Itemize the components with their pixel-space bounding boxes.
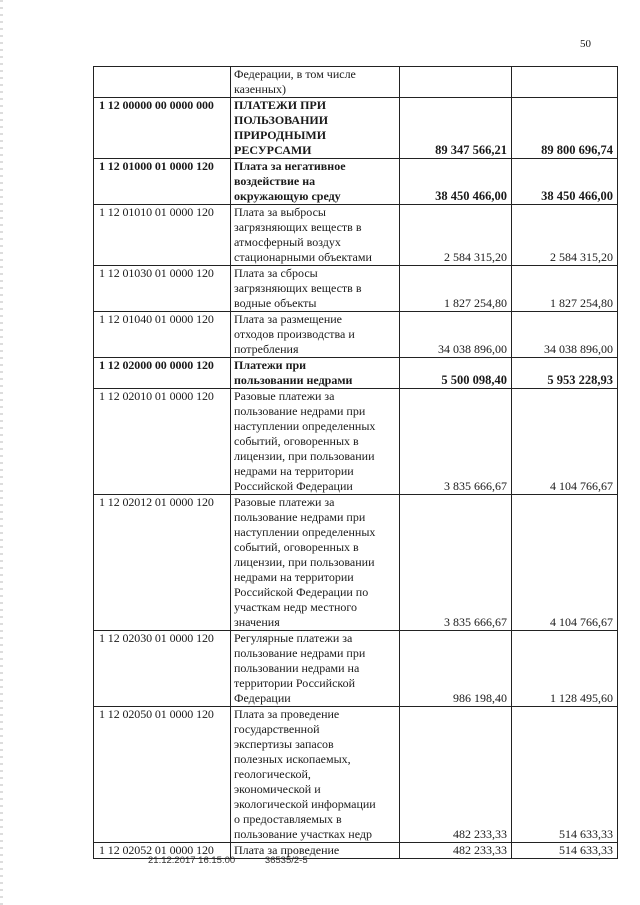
budget-code [94,67,231,98]
value-year-1: 482 233,33 [400,707,512,843]
item-name: Разовые платежи за пользование недрами при наступлении определенных событий, оговоренных в лицензии, при пользовании недрами на территории Российской Федерации [231,389,400,495]
value-year-1: 2 584 315,20 [400,205,512,266]
item-name: ПЛАТЕЖИ ПРИ ПОЛЬЗОВАНИИ ПРИРОДНЫМИ РЕСУРСАМИ [231,98,400,159]
table-row [94,159,618,205]
item-name: Плата за выбросы загрязняющих веществ в атмосферный воздух стационарными объектами [231,205,400,266]
value-year-1: 482 233,33 [400,843,512,859]
value-year-2: 1 128 495,60 [512,631,618,707]
value-year-2: 1 827 254,80 [512,266,618,312]
value-year-1 [400,67,512,98]
value-year-2: 4 104 766,67 [512,389,618,495]
table-row [94,205,618,266]
footer-datetime: 21.12.2017 16:15:00 [148,855,236,866]
item-name: Плата за размещение отходов производства и потребления [231,312,400,358]
budget-code: 1 12 01030 01 0000 120 [94,266,231,312]
table-row [94,389,618,495]
budget-code: 1 12 02050 01 0000 120 [94,707,231,843]
scan-edge-artifact [0,0,3,905]
budget-table [93,66,618,859]
page-number: 50 [580,38,591,50]
budget-code: 1 12 01010 01 0000 120 [94,205,231,266]
value-year-2: 34 038 896,00 [512,312,618,358]
item-name: Плата за негативное воздействие на окружающую среду [231,159,400,205]
value-year-1: 3 835 666,67 [400,389,512,495]
item-name: Федерации, в том числе казенных) [231,67,400,98]
item-name: Плата за сбросы загрязняющих веществ в водные объекты [231,266,400,312]
value-year-1: 986 198,40 [400,631,512,707]
value-year-2: 89 800 696,74 [512,98,618,159]
table-row [94,312,618,358]
table-row [94,707,618,843]
table-row [94,67,618,98]
budget-code: 1 12 02012 01 0000 120 [94,495,231,631]
table-row [94,358,618,389]
value-year-1: 5 500 098,40 [400,358,512,389]
budget-code: 1 12 02000 00 0000 120 [94,358,231,389]
item-name: Разовые платежи за пользование недрами при наступлении определенных событий, оговоренных в лицензии, при пользовании недрами на территории Российской Федерации по участкам недр местного значения [231,495,400,631]
budget-code: 1 12 01040 01 0000 120 [94,312,231,358]
budget-code: 1 12 02010 01 0000 120 [94,389,231,495]
table-row [94,266,618,312]
budget-code: 1 12 01000 01 0000 120 [94,159,231,205]
value-year-2: 38 450 466,00 [512,159,618,205]
item-name: Платежи при пользовании недрами [231,358,400,389]
value-year-2: 5 953 228,93 [512,358,618,389]
value-year-2: 4 104 766,67 [512,495,618,631]
value-year-1: 1 827 254,80 [400,266,512,312]
value-year-1: 34 038 896,00 [400,312,512,358]
value-year-2: 2 584 315,20 [512,205,618,266]
item-name: Плата за проведение [231,843,400,859]
table-row [94,631,618,707]
table-row [94,98,618,159]
value-year-2: 514 633,33 [512,843,618,859]
table-row [94,495,618,631]
value-year-1: 89 347 566,21 [400,98,512,159]
footer-doc-id: 36535/2-5 [264,855,308,866]
budget-code: 1 12 02030 01 0000 120 [94,631,231,707]
item-name: Плата за проведение государственной экспертизы запасов полезных ископаемых, геологической, экономической и экологической информации о предоставляемых в пользование участках недр [231,707,400,843]
budget-code: 1 12 00000 00 0000 000 [94,98,231,159]
document-footer [148,855,335,866]
value-year-1: 3 835 666,67 [400,495,512,631]
value-year-1: 38 450 466,00 [400,159,512,205]
budget-code: 1 12 02052 01 0000 120 [94,843,231,859]
item-name: Регулярные платежи за пользование недрами при пользовании недрами на территории Российской Федерации [231,631,400,707]
value-year-2: 514 633,33 [512,707,618,843]
value-year-2 [512,67,618,98]
budget-table-body [94,67,618,859]
